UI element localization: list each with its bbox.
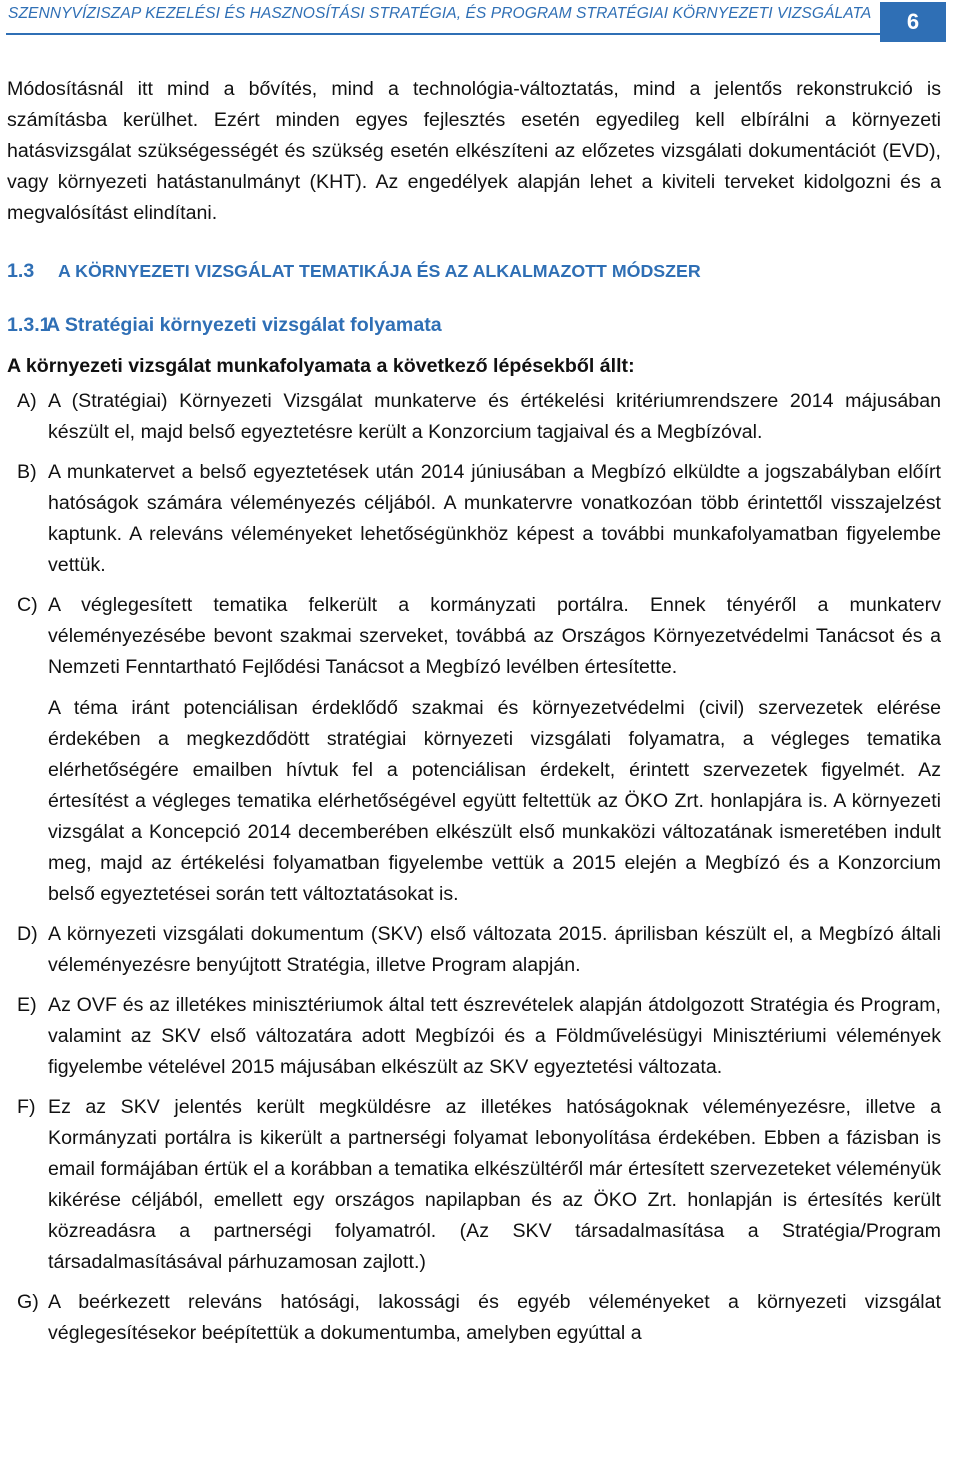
lead-sentence: A környezeti vizsgálat munkafolyamata a következő lépésekből állt: xyxy=(7,355,635,377)
list-item-label: A) xyxy=(17,390,37,412)
list-item-label: F) xyxy=(17,1096,36,1118)
list-item-text: A véglegesített tematika felkerült a kormányzati portálra. Ennek tényéről a munkaterv véleményezésébe bevont szakmai szerveket, továbbá az Országos Környezetvédelmi Tanácsot és a Nemzeti Fenntartható Fejlődési Tanácsot a Megbízó levélben értesítette. xyxy=(48,594,941,678)
section-heading xyxy=(7,256,941,287)
subsection-title: A Stratégiai környezeti vizsgálat folyamata xyxy=(46,314,442,336)
header-rule xyxy=(6,33,886,35)
list-item-f xyxy=(7,1092,941,1278)
list-item-label: G) xyxy=(17,1291,39,1313)
list-item-label: E) xyxy=(17,994,37,1016)
list-item-text: Ez az SKV jelentés került megküldésre az illetékes hatóságoknak véleményezésre, illetve a Kormányzati portálra is kikerült a partnerségi folyamat lebonyolítása érdekében. Ebben a fázisban is email formájában értük el a korábban a tematika elkészültéről már értesített szervezeteket véleményük kikérése céljából, emellett egy országos napilapban és az ÖKO Zrt. honlapján is értesítés került közreadásra a partnerségi folyamatról. (Az SKV társadalmasítása a Stratégia/Program társadalmasításával párhuzamosan zajlott.) xyxy=(48,1096,941,1273)
document-title: SZENNYVÍZISZAP KEZELÉSI ÉS HASZNOSÍTÁSI STRATÉGIA, ÉS PROGRAM STRATÉGIAI KÖRNYEZETI VIZSGÁLATA xyxy=(8,5,872,22)
list-item-a xyxy=(7,386,941,448)
list-item-c-continuation: A téma iránt potenciálisan érdeklődő szakmai és környezetvédelmi (civil) szervezetek elérése érdekében a megkezdődött stratégiai környezeti vizsgálati folyamatra, a végleges tematika elérhetőségére emailben hívtuk fel a potenciálisan érdekelt, érintett szervezetek figyelmét. Az értesítést a végleges tematika elérhetőségével együtt feltettük az ÖKO Zrt. honlapjára is. A környezeti vizsgálat a Koncepció 2014 decemberében elkészült első munkaközi változatának ismeretében indult meg, majd az értékelési folyamatban figyelembe vettük a 2015 elején a Megbízó és a Konzorcium belső egyeztetései során tett változtatásokat is. xyxy=(48,697,941,905)
subsection-number: 1.3.1 xyxy=(7,314,51,336)
section-title: A KÖRNYEZETI VIZSGÁLAT TEMATIKÁJA ÉS AZ ALKALMAZOTT MÓDSZER xyxy=(58,261,701,281)
document-body xyxy=(7,74,941,1349)
page-header xyxy=(6,0,954,40)
list-item-text: A környezeti vizsgálati dokumentum (SKV) első változata 2015. áprilisban készült el, a Megbízó általi véleményezésre benyújtott Stratégia, illetve Program alapján. xyxy=(48,923,941,976)
subsection-heading xyxy=(7,310,941,341)
list-item-text: A munkatervet a belső egyeztetések után 2014 júniusában a Megbízó elküldte a jogszabályban előírt hatóságok számára véleményezés céljából. A munkatervre vonatkozóan több érintettől visszajelzést kaptunk. A releváns véleményeket lehetőségünkhöz képest a további munkafolyamatban figyelembe vettük. xyxy=(48,461,941,576)
page-number: 6 xyxy=(880,2,946,42)
list-item-text: Az OVF és az illetékes minisztériumok által tett észrevételek alapján átdolgozott Stratégia és Program, valamint az SKV első változatára adott Megbízói és a Földművelésügyi Minisztériumi vélemények figyelembe vételével 2015 májusában elkészült az SKV egyeztetési változata. xyxy=(48,994,941,1078)
list-item-b xyxy=(7,457,941,581)
list-item-g xyxy=(7,1287,941,1349)
list-item-label: C) xyxy=(17,594,38,616)
section-number: 1.3 xyxy=(7,260,35,282)
list-item-label: B) xyxy=(17,461,37,483)
list-item-e xyxy=(7,990,941,1083)
list-item-text: A beérkezett releváns hatósági, lakossági és egyéb véleményeket a környezeti vizsgálat véglegesítésekor beépítettük a dokumentumba, amelyben egyúttal a xyxy=(48,1291,941,1344)
intro-paragraph: Módosításnál itt mind a bővítés, mind a technológia-változtatás, mind a jelentős rekonstrukció is számításba kerülhet. Ezért minden egyes fejlesztés esetén egyedileg kell elbírálni a környezeti hatásvizsgálat szükségességét és szükség esetén elkészíteni az előzetes vizsgálati dokumentációt (EVD), vagy környezeti hatástanulmányt (KHT). Az engedélyek alapján lehet a kiviteli terveket kidolgozni és a megvalósítást elindítani. xyxy=(7,78,941,224)
list-item-label: D) xyxy=(17,923,38,945)
list-item-c xyxy=(7,590,941,683)
list-item-d xyxy=(7,919,941,981)
list-item-text: A (Stratégiai) Környezeti Vizsgálat munkaterve és értékelési kritériumrendszere 2014 májusában készült el, majd belső egyeztetésre került a Konzorcium tagjaival és a Megbízóval. xyxy=(48,390,941,443)
